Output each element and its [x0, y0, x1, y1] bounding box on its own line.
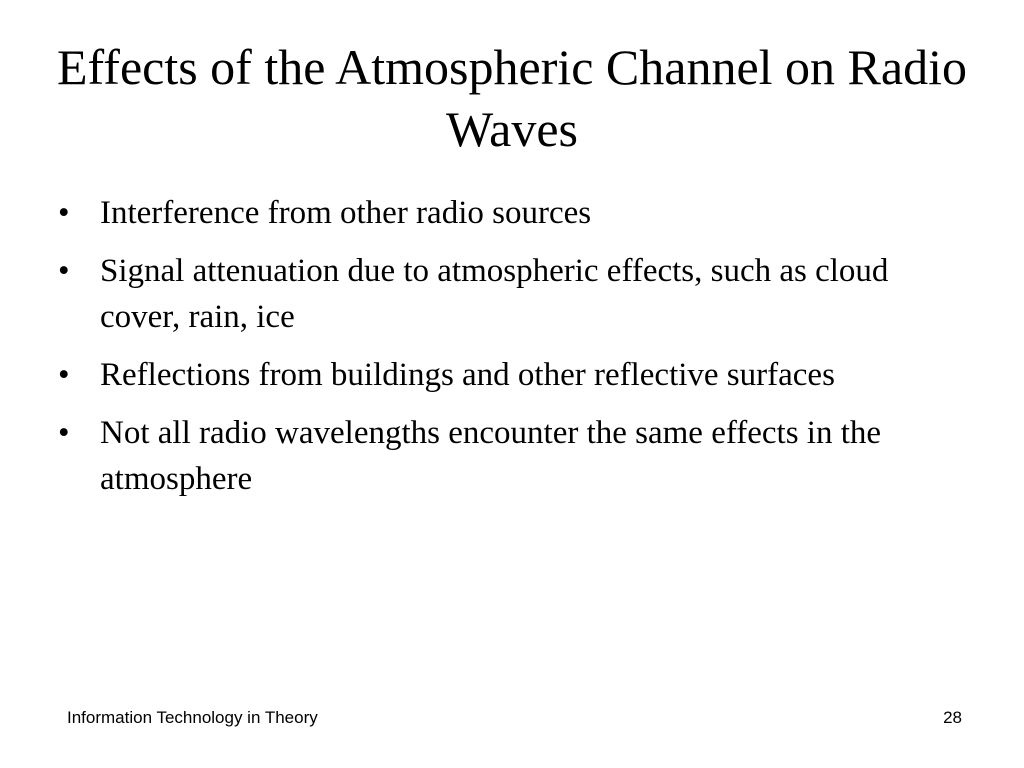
bullet-icon: • — [58, 357, 70, 393]
page-number: 28 — [943, 708, 962, 727]
bullet-icon: • — [58, 195, 70, 231]
footer-course-title: Information Technology in Theory — [67, 708, 318, 727]
bullet-icon: • — [58, 415, 70, 451]
bullet-item — [58, 352, 968, 398]
bullet-text: Interference from other radio sources — [100, 195, 592, 231]
bullet-text: Signal attenuation due to atmospheric effects, such as cloud cover, rain, ice — [100, 253, 889, 335]
bullet-text: Reflections from buildings and other reflective surfaces — [100, 357, 835, 393]
bullet-item — [58, 410, 968, 502]
bullet-item — [58, 248, 968, 340]
bullet-icon: • — [58, 253, 70, 289]
bullet-item — [58, 190, 968, 236]
bullet-list — [58, 190, 968, 514]
slide-title: Effects of the Atmospheric Channel on Radio Waves — [57, 39, 967, 157]
bullet-text: Not all radio wavelengths encounter the same effects in the atmosphere — [100, 415, 882, 497]
